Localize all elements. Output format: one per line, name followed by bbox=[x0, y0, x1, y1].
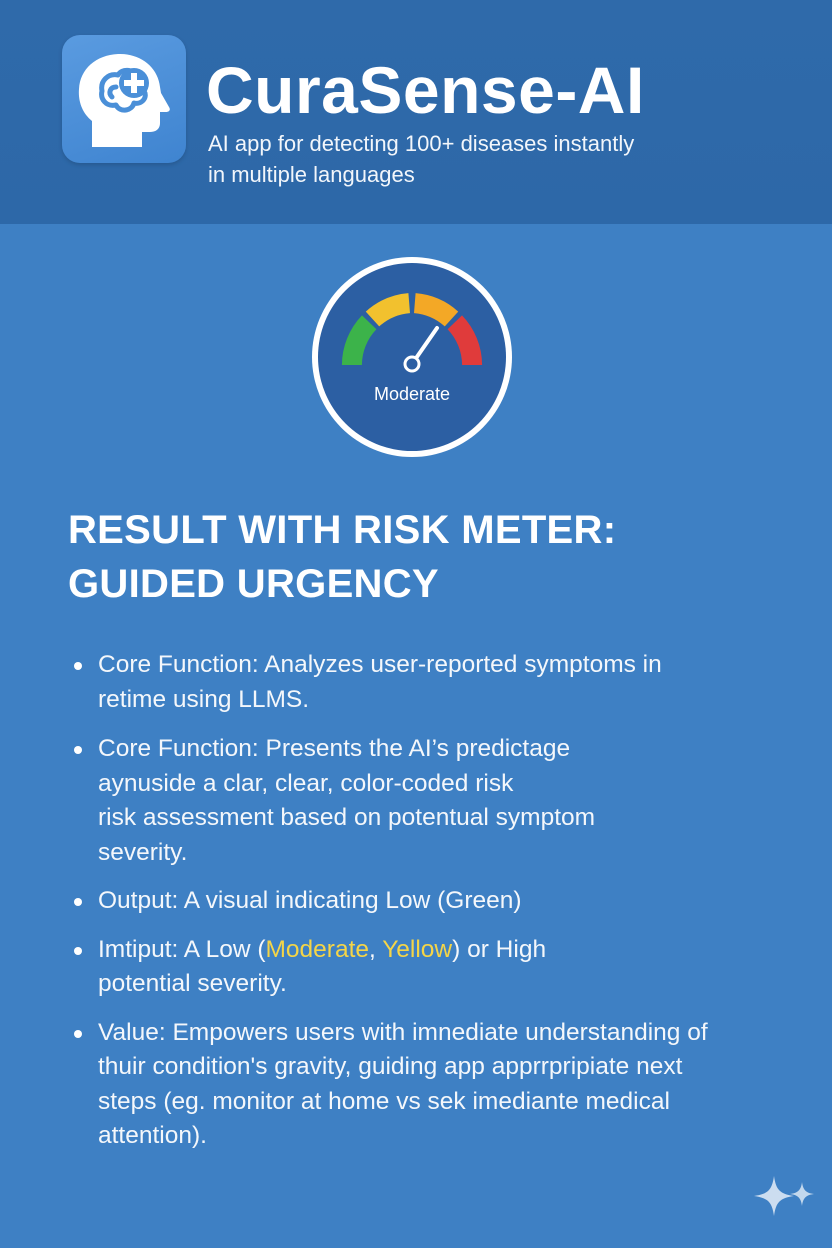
list-item-line: thuir condition's gravity, guiding app apprrpripiate next bbox=[98, 1053, 683, 1080]
list-item-line: attention). bbox=[98, 1122, 207, 1149]
feature-list bbox=[72, 648, 792, 1154]
list-item-text: Imtiput: A Low ( bbox=[98, 935, 266, 963]
sparkle-icon bbox=[752, 1168, 822, 1222]
list-item bbox=[72, 732, 792, 870]
list-item bbox=[72, 933, 792, 1002]
list-item-text: , bbox=[369, 935, 383, 963]
list-item bbox=[72, 1016, 792, 1154]
risk-meter bbox=[309, 254, 515, 460]
list-item-line bbox=[98, 933, 792, 968]
head-with-medical-cross-icon bbox=[62, 35, 186, 163]
list-item-text: ) or High bbox=[452, 935, 547, 963]
list-item-line: severity. bbox=[98, 838, 188, 866]
app-subtitle bbox=[208, 128, 728, 190]
app-subtitle-line-1: AI app for detecting 100+ diseases instantly bbox=[208, 131, 635, 156]
list-item bbox=[72, 648, 792, 717]
highlight-yellow: Yellow bbox=[382, 935, 453, 963]
app-subtitle-line-2: in multiple languages bbox=[208, 162, 415, 187]
list-item-line: potential severity. bbox=[98, 970, 287, 997]
list-item-line: Core Function: Analyzes user-reported symptoms in bbox=[98, 651, 662, 678]
list-item-line: Output: A visual indicating Low (Green) bbox=[98, 887, 522, 914]
list-item-line: Value: Empowers users with imnediate understanding of bbox=[98, 1018, 708, 1046]
bullet-icon bbox=[74, 1030, 82, 1038]
risk-level-label: Moderate bbox=[373, 384, 451, 404]
section-heading-line-2: GUIDED URGENCY bbox=[68, 562, 439, 606]
bullet-icon bbox=[74, 746, 82, 754]
bullet-icon bbox=[74, 662, 82, 670]
list-item-line: aynuside a clar, clear, color-coded risk bbox=[98, 769, 514, 797]
highlight-moderate: Moderate bbox=[265, 935, 370, 963]
section-heading bbox=[68, 503, 788, 611]
list-item bbox=[72, 884, 792, 919]
app-header bbox=[0, 0, 832, 224]
bullet-icon bbox=[74, 898, 82, 906]
list-item-line: Core Function: Presents the AI’s predictage bbox=[98, 735, 571, 762]
app-title: CuraSense-AI bbox=[206, 53, 645, 127]
list-item-line: risk assessment based on potentual symptom bbox=[98, 804, 596, 831]
section-heading-line-1: RESULT WITH RISK METER: bbox=[68, 508, 617, 552]
risk-gauge-icon bbox=[309, 254, 515, 460]
list-item-line: retime using LLMS. bbox=[98, 685, 310, 713]
app-logo bbox=[62, 35, 186, 163]
bullet-icon bbox=[74, 947, 82, 955]
list-item-line: steps (eg. monitor at home vs sek imediante medical bbox=[98, 1087, 670, 1115]
